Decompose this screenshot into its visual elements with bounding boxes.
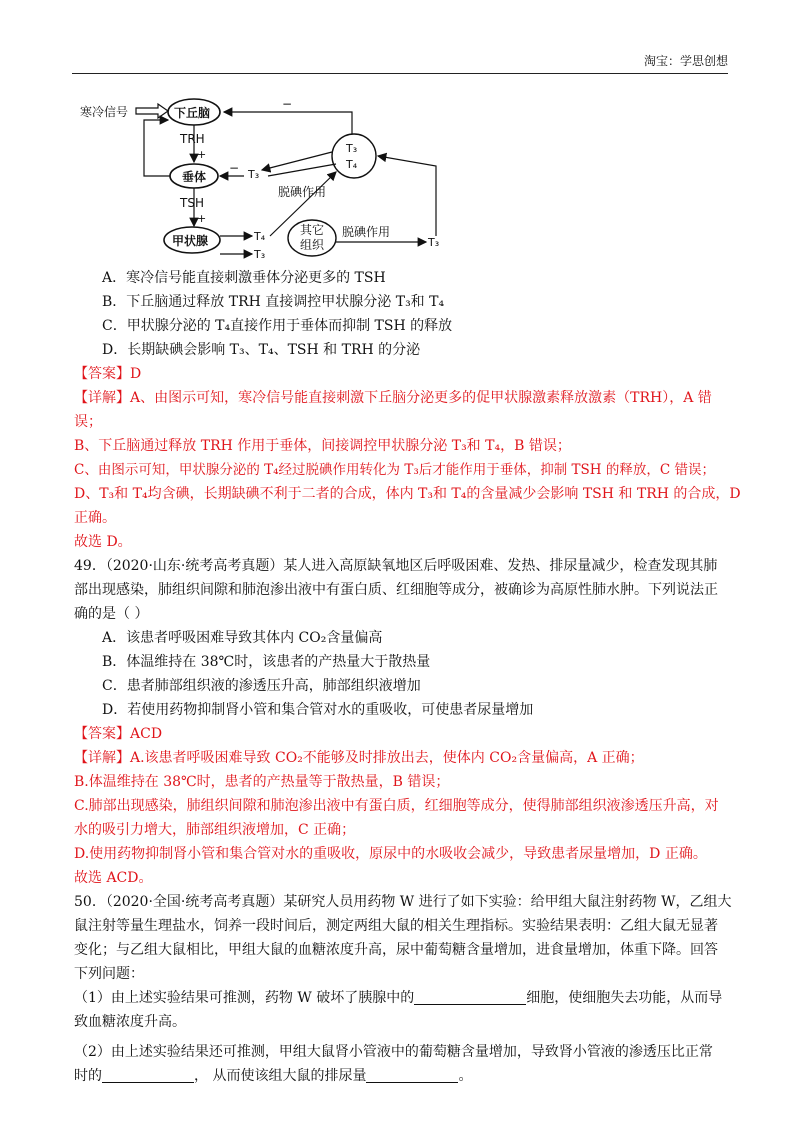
q48-option-b: B．下丘脑通过释放 TRH 直接调控甲状腺分泌 T₃和 T₄ xyxy=(102,294,445,310)
header-text: 淘宝：学思创想 xyxy=(643,54,728,68)
q50-sub2-cont: 时的 ， 从而使该组大鼠的排尿量 。 xyxy=(74,1068,473,1084)
q49-detail-5: D.使用药物抑制肾小管和集合管对水的重吸收，原尿中的水吸收会减少，导致患者尿量增加，D 正确。 xyxy=(74,846,707,862)
svg-text:T₃: T₃ xyxy=(248,168,260,181)
q49-conclusion: 故选 ACD。 xyxy=(74,870,153,886)
q50-blank-1[interactable] xyxy=(414,988,526,1005)
q50-blank-3[interactable] xyxy=(366,1066,458,1083)
q49-stem-1: 49．（2020·山东·统考高考真题）某人进入高原缺氧地区后呼吸困难、发热、排尿量减少，检查发现其肺 xyxy=(74,558,718,574)
q48-detail-5: D、T₃和 T₄均含碘，长期缺碘不利于二者的合成，体内 T₃和 T₄的含量减少会影响 TSH 和 TRH 的合成，D xyxy=(74,486,741,502)
svg-text:其它: 其它 xyxy=(300,223,325,237)
pituitary-label: 垂体 xyxy=(182,170,207,184)
q49-option-c: C．患者肺部组织液的渗透压升高，肺部组织液增加 xyxy=(102,678,421,694)
cold-signal-label: 寒冷信号 xyxy=(80,105,129,119)
svg-text:+: + xyxy=(197,212,207,225)
q49-answer: 【答案】ACD xyxy=(74,726,163,742)
thyroid-label: 甲状腺 xyxy=(172,234,209,248)
svg-text:T₃: T₃ xyxy=(254,248,266,261)
q50-stem-3: 变化；与乙组大鼠相比，甲组大鼠的血糖浓度升高，尿中葡萄糖含量增加，进食量增加，体重下降。回答 xyxy=(74,942,718,958)
q50-stem-4: 下列问题： xyxy=(74,966,144,982)
q48-option-c: C．甲状腺分泌的 T₄直接作用于垂体而抑制 TSH 的释放 xyxy=(102,318,453,334)
q49-detail-3: C.肺部出现感染，肺组织间隙和肺泡渗出液中有蛋白质，红细胞等成分，使得肺部组织液渗透压升高，对 xyxy=(74,798,719,814)
deiodination-label-2: 脱碘作用 xyxy=(342,225,391,239)
q48-answer: 【答案】D xyxy=(74,366,142,382)
q49-option-b: B．体温维持在 38℃时，该患者的产热量大于散热量 xyxy=(102,654,431,670)
q48-conclusion: 故选 D。 xyxy=(74,534,132,550)
q48-detail-3: B、下丘脑通过释放 TRH 作用于垂体，间接调控甲状腺分泌 T₃和 T₄，B 错误； xyxy=(74,438,571,454)
svg-text:T₃: T₃ xyxy=(428,236,440,249)
q49-detail-1: 【详解】A.该患者呼吸困难导致 CO₂不能够及时排放出去，使体内 CO₂含量偏高，A 正确； xyxy=(74,750,644,766)
q49-stem-3: 确的是（ ） xyxy=(74,606,149,622)
svg-text:−: − xyxy=(229,161,240,175)
q48-detail-4: C、由图示可知，甲状腺分泌的 T₄经过脱碘作用转化为 T₃后才能作用于垂体，抑制 TSH 的释放，C 错误； xyxy=(74,462,715,478)
q49-option-d: D．若使用药物抑制肾小管和集合管对水的重吸收，可使患者尿量增加 xyxy=(102,702,534,718)
q48-detail-2: 误； xyxy=(74,414,102,430)
q50-sub2: （2）由上述实验结果还可推测，甲组大鼠肾小管液中的葡萄糖含量增加，导致肾小管液的渗透压比正常 xyxy=(74,1044,713,1060)
q49-option-a: A．该患者呼吸困难导致其体内 CO₂含量偏高 xyxy=(102,630,383,646)
q50-sub1: （1）由上述实验结果可推测，药物 W 破坏了胰腺中的 细胞，使细胞失去功能，从而导 xyxy=(74,990,723,1006)
q50-stem-1: 50．（2020·全国·统考高考真题）某研究人员用药物 W 进行了如下实验：给甲组大鼠注射药物 W，乙组大 xyxy=(74,894,732,910)
hormone-pool-node xyxy=(332,134,376,178)
q50-blank-2[interactable] xyxy=(102,1066,194,1083)
q48-detail-6: 正确。 xyxy=(74,510,116,526)
q49-stem-2: 部出现感染，肺组织间隙和肺泡渗出液中有蛋白质、红细胞等成分，被确诊为高原性肺水肿。下列说法正 xyxy=(74,582,718,598)
svg-text:−: − xyxy=(282,97,293,111)
q49-detail-2: B.体温维持在 38℃时，患者的产热量等于散热量，B 错误； xyxy=(74,774,450,790)
q48-option-a: A．寒冷信号能直接刺激垂体分泌更多的 TSH xyxy=(102,270,386,286)
svg-text:组织: 组织 xyxy=(300,238,325,252)
svg-text:T₄: T₄ xyxy=(346,158,358,171)
page-header xyxy=(72,52,728,74)
q48-option-d: D．长期缺碘会影响 T₃、T₄、TSH 和 TRH 的分泌 xyxy=(102,342,421,358)
q49-detail-4: 水的吸引力增大，肺部组织液增加，C 正确； xyxy=(74,822,356,838)
tsh-label: TSH xyxy=(180,196,204,210)
q50-sub1-cont: 致血糖浓度升高。 xyxy=(74,1014,186,1030)
q48-detail-1: 【详解】A、由图示可知，寒冷信号能直接刺激下丘脑分泌更多的促甲状腺激素释放激素（TRH），A 错 xyxy=(74,390,712,406)
hypothalamus-label: 下丘脑 xyxy=(174,106,211,120)
q50-stem-2: 鼠注射等量生理盐水，饲养一段时间后，测定两组大鼠的相关生理指标。实验结果表明：乙组大鼠无显著 xyxy=(74,918,718,934)
svg-text:T₄: T₄ xyxy=(254,230,266,243)
deiodination-label-1: 脱碘作用 xyxy=(278,185,327,199)
thyroid-regulation-diagram xyxy=(74,96,454,266)
question-content xyxy=(74,266,741,1088)
trh-label: TRH xyxy=(180,132,205,146)
svg-text:+: + xyxy=(197,148,207,161)
svg-text:T₃: T₃ xyxy=(346,142,358,155)
